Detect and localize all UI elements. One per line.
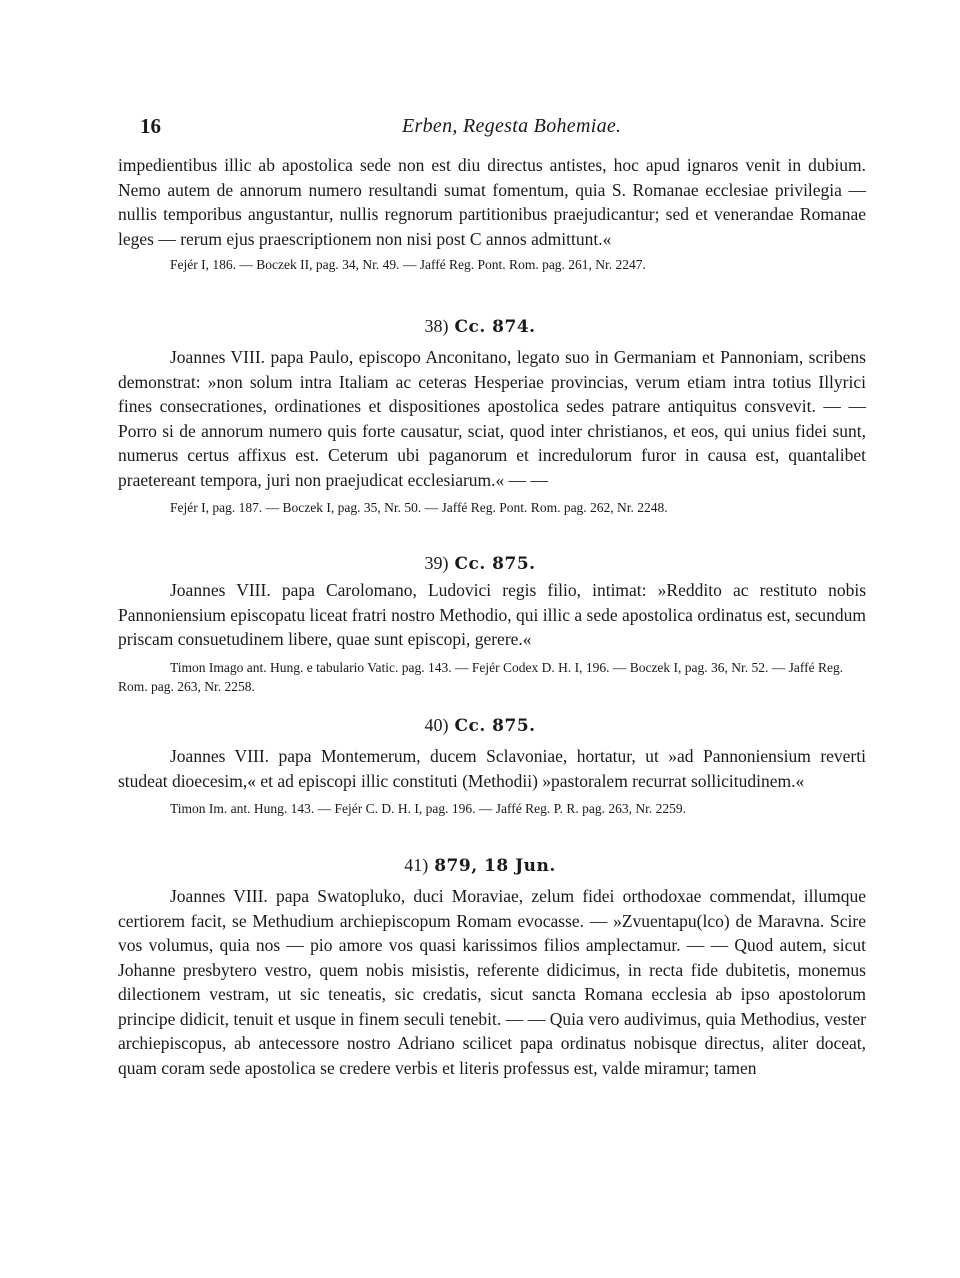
entry-block-38 xyxy=(118,345,866,517)
entry-date: Cc. 874. xyxy=(454,317,536,337)
running-title: Erben, Regesta Bohemiae. xyxy=(402,115,622,137)
entry-note: Timon Imago ant. Hung. e tabulario Vatic. pag. 143. — Fejér Codex D. H. I, 196. — Boczek I, pag. 36, Nr. 52. — Jaffé Reg. Rom. pag. 263, Nr. 2258. xyxy=(118,659,844,694)
entry-date: Cc. 875. xyxy=(454,554,536,574)
entry-number: 41) xyxy=(404,855,429,875)
entry-heading-38 xyxy=(0,316,960,337)
entry-heading-39 xyxy=(0,553,960,574)
continuation-text: impedientibus illic ab apostolica sede non est diu directus antistes, hoc apud ignaros venit in dubium. Nemo autem de annorum numero resultandi sumat fomentum, quia S. Romanae ecclesiae privilegia — nullis temporibus angustantur, nullis regnorum partitionibus praejudicantur; sed et venerandae Romanae leges — rerum ejus praescriptionem non nisi post C annos admittunt.« xyxy=(118,155,866,249)
entry-text: Joannes VIII. papa Carolomano, Ludovici regis filio, intimat: »Reddito ac restituto nobis Pannoniensium episcopatu liceat fratri nostro Methodio, qui illic a sede apostolica ordinatus est, secundum priscam consuetudinem libere, quae sunt episcopi, gerere.« xyxy=(118,580,866,649)
entry-number: 39) xyxy=(424,553,449,573)
entry-heading-41 xyxy=(0,855,960,876)
entry-date: Cc. 875. xyxy=(454,716,536,736)
entry-number: 40) xyxy=(424,715,449,735)
entry-text: Joannes VIII. papa Paulo, episcopo Anconitano, legato suo in Germaniam et Pannoniam, scribens demonstrat: »non solum intra Italiam ac ceteras Hesperiae provincias, verum etiam intra totius Illyrici fines consecrationes, ordinationes et dispositiones apostolica sedes patrare antiquitus consvevit. — — Porro si de annorum numero quis forte causatur, sciat, quod inter christianos, et eos, qui unius fidei sunt, numerus certus affixus est. Ceterum ubi paganorum et incredulorum furor in causa est, quantalibet praetereant tempora, juri non praejudicat ecclesiarum.« — — xyxy=(118,347,866,490)
entry-heading-40 xyxy=(0,715,960,736)
entry-number: 38) xyxy=(424,316,449,336)
page-header xyxy=(140,114,870,144)
entry-note: Fejér I, pag. 187. — Boczek I, pag. 35, Nr. 50. — Jaffé Reg. Pont. Rom. pag. 262, Nr. 2248. xyxy=(170,500,668,515)
entry-text: Joannes VIII. papa Swatopluko, duci Moraviae, zelum fidei orthodoxae commendat, illumque certiorem facit, se Methudium archiepiscopum Romam evocasse. — »Zvuentapu(lco) de Maravna. Scire vos volumus, quia nos — pio amore vos quasi karissimos filios amplectamur. — — Quod autem, sicut Johanne presbytero vestro, quem nobis misistis, referente didicimus, in recta fide dubitetis, monemus dilectionem vestram, ut sic teneatis, sic credatis, sicut sancta Romana ecclesia ab ipso apostolorum principe didicit, tenuit et usque in finem seculi tenebit. — — Quia vero audivimus, quia Methodius, vester archiepiscopus, ab antecessore nostro Adriano scilicet papa ordinatus nobisque directus, aliter doceat, quam coram sede apostolica se credere verbis et literis professus est, valde miramur; tamen xyxy=(118,886,866,1078)
entry-block-41 xyxy=(118,884,866,1080)
entry-text: Joannes VIII. papa Montemerum, ducem Sclavoniae, hortatur, ut »ad Pannoniensium reverti studeat dioecesim,« et ad episcopi illic constituti (Methodii) »pastoralem recurrat sollicitudinem.« xyxy=(118,746,866,791)
entry-block-39 xyxy=(118,578,866,696)
continuation-block xyxy=(118,153,866,274)
entry-date: 879, 18 Jun. xyxy=(434,856,556,876)
entry-block-40 xyxy=(118,744,866,818)
page-number: 16 xyxy=(140,114,161,138)
entry-note: Timon Im. ant. Hung. 143. — Fejér C. D. H. I, pag. 196. — Jaffé Reg. P. R. pag. 263, Nr. 2259. xyxy=(170,801,686,816)
continuation-note: Fejér I, 186. — Boczek II, pag. 34, Nr. 49. — Jaffé Reg. Pont. Rom. pag. 261, Nr. 2247. xyxy=(170,257,646,272)
